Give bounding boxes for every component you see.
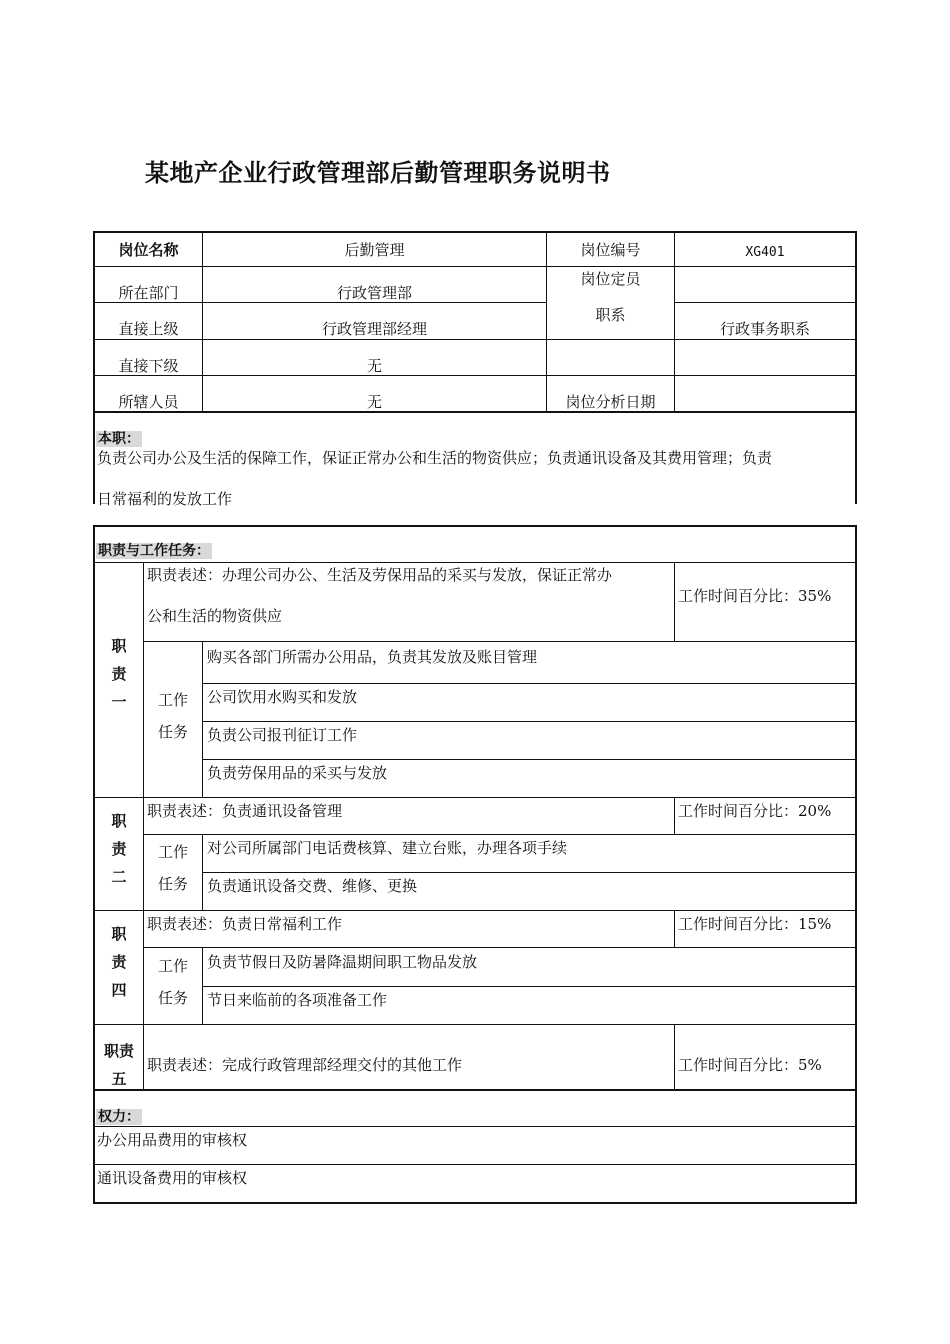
headcount-label: 岗位定员: [580, 270, 641, 288]
row-line: [93, 1126, 857, 1127]
row-line: [93, 525, 857, 527]
authority-item-1: 办公用品费用的审核权: [97, 1131, 248, 1149]
duty-summary-line-1: 负责公司办公及生活的保障工作，保证正常办公和生活的物资供应；负责通讯设备及其费用管理；负责: [97, 449, 773, 467]
staff-value: 无: [366, 393, 382, 411]
duty-summary-heading: 本职：: [98, 431, 140, 447]
col-line: [202, 641, 203, 798]
row-line: [143, 834, 857, 835]
analysis-date-label: 岗位分析日期: [565, 393, 656, 411]
duty-4-percent: 工作时间百分比：15%: [678, 915, 832, 933]
duty-1-statement-line-2: 公和生活的物资供应: [147, 607, 283, 625]
duty-4-task-1: 负责节假日及防暑降温期间职工物品发放: [207, 953, 478, 971]
col-line: [674, 797, 675, 835]
duty-4-label: 职 责 四: [111, 925, 127, 999]
duty-1-task-label: 工作 任务: [157, 691, 188, 741]
duty-4-statement: 职责表述：负责日常福利工作: [147, 915, 343, 933]
row-line: [202, 986, 857, 987]
table-top-border: [93, 231, 857, 233]
duty-5-label: 职责 五: [103, 1042, 134, 1088]
row-line: [674, 302, 857, 303]
table-right-border: [855, 1089, 857, 1204]
duty-1-task-4: 负责劳保用品的采买与发放: [207, 764, 388, 782]
duty-1-label: 职 责 一: [111, 637, 127, 711]
authority-item-2: 通讯设备费用的审核权: [97, 1169, 248, 1187]
row-line: [143, 641, 857, 642]
duty-1-task-2: 公司饮用水购买和发放: [207, 688, 358, 706]
row-line: [143, 947, 857, 948]
row-line: [93, 1164, 857, 1165]
row-line: [202, 759, 857, 760]
duty-2-percent: 工作时间百分比：20%: [678, 802, 832, 820]
page-title: 某地产企业行政管理部后勤管理职务说明书: [145, 159, 611, 187]
authority-heading: 权力：: [98, 1109, 140, 1125]
tasks-heading: 职责与工作任务：: [98, 543, 210, 559]
position-code-value: XG401: [745, 245, 785, 260]
duty-5-statement: 职责表述：完成行政管理部经理交付的其他工作: [147, 1056, 463, 1074]
duty-2-task-2: 负责通讯设备交费、维修、更换: [207, 877, 418, 895]
staff-label: 所辖人员: [118, 393, 179, 411]
row-line: [93, 339, 857, 340]
duty-1-task-3: 负责公司报刊征订工作: [207, 726, 358, 744]
duty-2-label: 职 责 二: [111, 812, 127, 886]
row-line: [93, 797, 857, 798]
col-line: [674, 1024, 675, 1090]
col-line: [674, 910, 675, 948]
duty-1-percent: 工作时间百分比：35%: [678, 587, 832, 605]
duty-summary-line-2: 日常福利的发放工作: [97, 490, 233, 508]
duty-1-statement-line-1: 职责表述：办理公司办公、生活及劳保用品的采买与发放，保证正常办: [147, 566, 613, 584]
table-left-border: [93, 1089, 95, 1204]
duty-2-task-1: 对公司所属部门电话费核算、建立台账，办理各项手续: [207, 839, 568, 857]
row-line: [93, 266, 857, 267]
table-right-border: [855, 525, 857, 1090]
table-bottom-border: [93, 1202, 857, 1204]
duty-4-task-label: 工作 任务: [157, 957, 188, 1007]
duty-2-statement: 职责表述：负责通讯设备管理: [147, 802, 343, 820]
row-line: [202, 683, 857, 684]
duty-5-percent: 工作时间百分比：5%: [678, 1056, 822, 1074]
job-family-label: 职系: [595, 306, 626, 324]
row-line: [202, 872, 857, 873]
duty-1-task-1: 购买各部门所需办公用品，负责其发放及账目管理: [207, 648, 538, 666]
subordinate-label: 直接下级: [118, 357, 179, 375]
row-line: [93, 411, 857, 413]
row-line: [202, 721, 857, 722]
row-line: [93, 375, 857, 376]
position-name-label: 岗位名称: [118, 241, 179, 259]
col-line: [674, 562, 675, 642]
superior-value: 行政管理部经理: [321, 320, 427, 338]
position-code-label: 岗位编号: [580, 241, 641, 259]
row-line: [93, 1024, 857, 1025]
row-line: [93, 910, 857, 911]
duty-2-task-label: 工作 任务: [157, 843, 188, 893]
position-name-value: 后勤管理: [344, 241, 405, 259]
table-right-border: [855, 231, 857, 504]
department-value: 行政管理部: [336, 284, 412, 302]
row-line: [93, 1089, 857, 1091]
superior-label: 直接上级: [118, 320, 179, 338]
row-line: [93, 302, 546, 303]
duty-4-task-2: 节日来临前的各项准备工作: [207, 991, 388, 1009]
subordinate-value: 无: [366, 357, 382, 375]
department-label: 所在部门: [118, 284, 179, 302]
job-family-value: 行政事务职系: [719, 320, 810, 338]
